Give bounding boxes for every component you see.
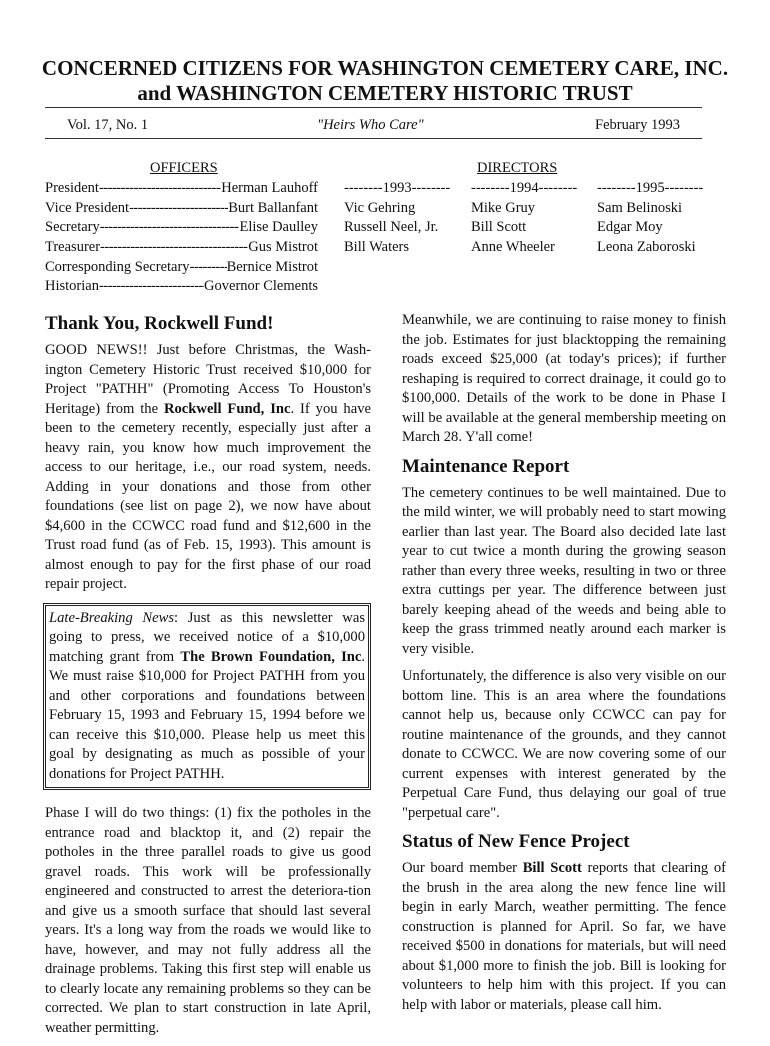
thank-you-heading: Thank You, Rockwell Fund! — [45, 313, 274, 334]
issue-date: February 1993 — [595, 117, 680, 133]
maintenance-body-2: Unfortunately, the difference is also very visible on our bottom line. This is an area where the foundations cannot help us, because only CCWCC can pay for routine maintenance of the grounds, and they cannot donate to CCWCC. We are now covering some of our current expenses with interest generated by the Perpetual Care Fund, thus delaying our goal of true "perpetual care". — [402, 668, 726, 821]
fence-body — [402, 859, 726, 1015]
bill-scott-name: Bill Scott — [522, 860, 582, 876]
phase-one-body: Phase I will do two things: (1) fix the potholes in the entrance road and blacktop it, and (2) repair the potholes in the three parallel roads to give us good gravel roads. This work will be professionally engineered and constructed to arrest the deteriora-tion and give us a smooth surface that should last several years. It's a long way from the roads we would like to have, however, and may not fully address all the drainage problems. Taking this first step will enable us to clearly locate any remaining problems so they can be corrected. We plan to start construction in late April, weather permitting. — [45, 805, 371, 1036]
maintenance-heading: Maintenance Report — [402, 455, 570, 477]
masthead-rule-top — [45, 107, 702, 108]
officer-name: Bernice Mistrot — [226, 258, 318, 275]
directors-column-1995 — [597, 179, 703, 258]
fence-text: Our board member — [402, 860, 523, 876]
left-column — [45, 313, 371, 1046]
directors-year: --------1994-------- — [471, 180, 578, 196]
fence-text-continued: reports that clearing of the brush in the area along the new fence line will begin in early March, weather permitting. The fence construction is planned for April. So far, we have received $500 in donations for materials, but will need about $1,000 more to finish the job. Bill is looking for volunteers to help him with this project. If you can help with labor or materials, please call him. — [402, 860, 726, 1013]
masthead-title — [40, 56, 730, 106]
directors-year: --------1993-------- — [344, 180, 451, 196]
leader-dots — [100, 238, 248, 258]
officer-role: Treasurer — [45, 239, 101, 256]
officer-name: Herman Lauhoff — [221, 180, 318, 196]
director-name: Russell Neel, Jr. — [344, 219, 439, 236]
officer-row — [45, 199, 318, 219]
officer-role: President — [45, 180, 99, 196]
right-column — [402, 311, 726, 1023]
director-name: Bill Scott — [471, 219, 527, 236]
issue-line — [45, 117, 702, 137]
late-breaking-label: Late-Breaking News — [49, 609, 175, 626]
volume-number: Vol. 17, No. 1 — [67, 117, 149, 133]
officer-name: Burt Ballanfant — [228, 199, 318, 216]
leader-dots — [190, 258, 227, 278]
director-name: Sam Belinoski — [597, 199, 682, 216]
late-breaking-text-continued: . We must raise $10,000 for Project PATHH from you and other corporations and foundations between February 15, 1993 and February 15, 1994 before we can receive this $10,000. Please help us meet this goal by designating as much as possible of your donations for Project PATHH. — [49, 648, 366, 782]
masthead-rule-bottom — [45, 138, 702, 139]
officer-role: Corresponding Secretary — [45, 258, 190, 275]
officers-heading: OFFICERS — [150, 160, 218, 176]
thank-you-text: GOOD NEWS!! Just before Christmas, the Wash-ington Cemetery Historic Trust received $10,000 for Project "PATHH" (Promoting Access To Houston's Heritage) from the — [45, 342, 371, 417]
meanwhile-body: Meanwhile, we are continuing to raise money to finish the job. Estimates for just blacktopping the remaining roads exceed $25,000 (at today's prices); if further reshaping is required to correct drainage, it could go to $100,000. Details of the work to be done in Phase I will be available at the general membership meeting on March 28. Y'all come! — [402, 312, 726, 445]
directors-column-1994 — [471, 179, 577, 258]
late-breaking-news-box — [43, 603, 371, 791]
director-name: Anne Wheeler — [471, 239, 555, 256]
officer-row — [45, 179, 318, 199]
officer-row — [45, 238, 318, 258]
directors-heading: DIRECTORS — [477, 160, 558, 176]
director-name: Edgar Moy — [597, 219, 663, 236]
officer-row — [45, 277, 318, 297]
director-name: Mike Gruy — [471, 199, 536, 216]
late-breaking-body — [49, 609, 365, 785]
officer-role: Secretary — [45, 219, 100, 236]
director-name: Bill Waters — [344, 239, 410, 256]
directors-year: --------1995-------- — [597, 180, 704, 196]
officer-role: Historian — [45, 278, 99, 295]
masthead-title-line1: CONCERNED CITIZENS FOR WASHINGTON CEMETERY CARE, INC. — [41, 56, 729, 80]
officer-name: Elise Daulley — [239, 219, 318, 236]
officer-row — [45, 218, 318, 238]
leader-dots — [99, 277, 204, 297]
leader-dots — [99, 179, 221, 199]
motto: "Heirs Who Care" — [317, 117, 424, 133]
officer-row — [45, 258, 318, 278]
directors-column-1993 — [344, 179, 450, 258]
director-name: Leona Zaboroski — [597, 239, 696, 256]
maintenance-body-1: The cemetery continues to be well maintained. Due to the mild winter, we will probably need to start mowing earlier than last year. The Board also decided late last year to cut twice a month during the growing season rather than every three weeks, resulting in two or three extra cuttings per year. The difference between just barely keeping ahead of the weeds and being able to keep the grass trimmed neatly around each marker is very visible. — [402, 484, 726, 657]
officer-name: Gus Mistrot — [248, 239, 318, 256]
brown-foundation-name: The Brown Foundation, Inc — [180, 648, 362, 665]
leader-dots — [100, 218, 240, 238]
thank-you-text-continued: . If you have been to the cemetery recently, especially just after a heavy rain, you know how much improvement the access to our heritage, i.e., our road system, needs. Adding in your donations and those from other foundations (see list on page 2), we now have about $4,600 in the CCWCC road fund and $12,600 in the Trust road fund (as of Feb. 15, 1993). This amount is almost enough to pay for the first phase of our road repair project. — [45, 400, 371, 592]
fence-heading: Status of New Fence Project — [402, 831, 630, 852]
officer-role: Vice President — [45, 199, 130, 216]
rockwell-fund-name: Rockwell Fund, Inc — [163, 400, 291, 417]
leader-dots — [129, 199, 228, 219]
late-breaking-text: : Just as this newsletter was going to press, we received notice of a $10,000 matching grant from — [49, 609, 366, 665]
director-name: Vic Gehring — [344, 199, 416, 216]
officers-list — [45, 179, 318, 297]
officer-name: Governor Clements — [204, 278, 318, 295]
masthead-title-line2: and WASHINGTON CEMETERY HISTORIC TRUST — [137, 81, 633, 105]
thank-you-body — [45, 341, 371, 595]
